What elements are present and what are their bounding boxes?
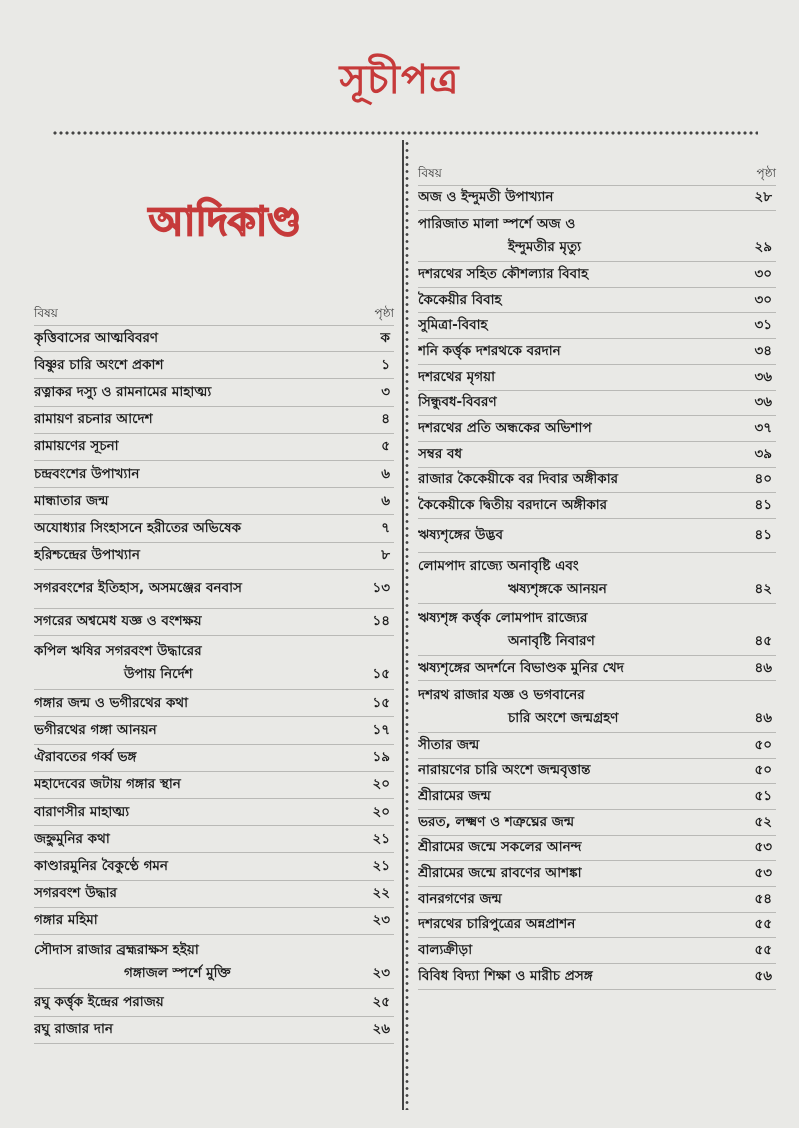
toc-entry: [34, 826, 394, 853]
toc-entry: [418, 861, 776, 887]
toc-entry: [418, 339, 776, 365]
entry-title: দশরথের মৃগয়া: [418, 368, 496, 385]
entry-page: ৩৯: [754, 445, 772, 462]
entry-title: রঘু কর্ত্তৃক ইন্দ্রের পরাজয়: [34, 993, 164, 1010]
entry-title-continued: গঙ্গাজল স্পর্শে মুক্তি: [124, 964, 231, 981]
entry-title: সীতার জন্ম: [418, 736, 480, 753]
entry-title: রাজার কৈকেয়ীকে বর দিবার অঙ্গীকার: [418, 471, 619, 488]
entry-title: মান্ধাতার জন্ম: [34, 492, 109, 509]
entry-title: দশরথ রাজার যজ্ঞ ও ভগবানের: [418, 686, 585, 703]
entry-page: ২১: [372, 857, 390, 874]
entry-page: ৮: [381, 547, 390, 564]
toc-entry: [418, 887, 776, 913]
toc-entry: [34, 352, 394, 379]
toc-entry: [34, 515, 394, 542]
entry-page: ৫৩: [754, 839, 772, 856]
toc-entry: [34, 325, 394, 352]
entry-title: ঋষ্যশৃঙ্গ কর্ত্তৃক লোমপাদ রাজ্যের: [418, 609, 588, 626]
entry-page: ৪১: [754, 497, 772, 514]
toc-entry: [418, 733, 776, 759]
toc-entry: [418, 185, 776, 211]
entry-title: কৃত্তিবাসের আত্মবিবরণ: [34, 330, 159, 347]
toc-entry: [34, 1017, 394, 1044]
toc-entry: [34, 745, 394, 772]
entry-title: সগরবংশের ইতিহাস, অসমঞ্জের বনবাস: [34, 580, 242, 597]
entry-page: ২২: [372, 885, 390, 902]
entry-title: লোমপাদ রাজ্যে অনাবৃষ্টি এবং: [418, 558, 579, 575]
entry-page: ৫৪: [754, 890, 772, 907]
entry-title: জহ্নুমুনির কথা: [34, 830, 110, 847]
toc-entry: [418, 759, 776, 785]
entry-page: ৪৬: [754, 659, 772, 676]
toc-entry: [418, 468, 776, 494]
page-header: পৃষ্ঠা: [374, 306, 394, 320]
entry-title-continued: ইন্দুমতীর মৃত্যু: [508, 238, 582, 255]
entry-page: ৫৬: [754, 967, 772, 984]
entry-title: কাণ্ডারমুনির বৈকুণ্ঠে গমন: [34, 857, 168, 874]
entry-page: ৪১: [754, 526, 772, 543]
entry-page: ৩৭: [754, 420, 772, 437]
entry-page: ৩: [381, 383, 390, 400]
toc-entry: [418, 656, 776, 682]
entry-page: ১৫: [372, 694, 390, 711]
toc-entry: [34, 379, 394, 406]
ornament-border: [52, 128, 758, 138]
entry-title: শ্রীরামের জন্ম: [418, 788, 491, 805]
entry-title: ভরত, লক্ষ্মণ ও শত্রুঘ্নের জন্ম: [418, 813, 575, 830]
entry-title: দশরথের চারিপুত্রের অন্নপ্রাশন: [418, 916, 576, 933]
entry-page: ৫৩: [754, 865, 772, 882]
toc-entry: [34, 881, 394, 908]
toc-entry: [34, 488, 394, 515]
entry-title: দশরথের সহিত কৌশল্যার বিবাহ: [418, 265, 589, 282]
toc-entry: [418, 938, 776, 964]
toc-entry: [418, 416, 776, 442]
entry-title: হরিশ্চন্দ্রের উপাখ্যান: [34, 547, 140, 564]
entry-page: ৩৬: [754, 368, 772, 385]
entry-title: গঙ্গার জন্ম ও ভগীরথের কথা: [34, 694, 189, 711]
toc-entry: [34, 799, 394, 826]
entry-page: ৪৫: [754, 632, 772, 649]
toc-entry: [34, 772, 394, 799]
entry-title: চন্দ্রবংশের উপাখ্যান: [34, 465, 140, 482]
subject-header: বিষয়: [418, 166, 442, 180]
entry-page: ৫২: [754, 813, 772, 830]
entry-title: বাল্যক্রীড়া: [418, 942, 473, 959]
toc-entry: [418, 493, 776, 519]
entry-page: ২৫: [372, 993, 390, 1010]
entry-page: ২৮: [754, 189, 772, 206]
toc-entry: [418, 784, 776, 810]
toc-entry: [34, 461, 394, 488]
entry-title: ঐরাবতের গর্ব্ব ভঙ্গ: [34, 749, 137, 766]
entry-title: অজ ও ইন্দুমতী উপাখ্যান: [418, 189, 554, 206]
entry-page: ৫৫: [754, 942, 772, 959]
entry-title: বিষ্ণুর চারি অংশে প্রকাশ: [34, 356, 164, 373]
toc-entry: [34, 543, 394, 570]
entry-title: সুমিত্রা-বিবাহ: [418, 317, 488, 334]
entry-page: ৬: [381, 465, 390, 482]
entry-title: শনি কর্ত্তৃক দশরথকে বরদান: [418, 342, 561, 359]
entry-title: রঘু রাজার দান: [34, 1021, 113, 1038]
entry-page: ৫০: [754, 736, 772, 753]
entry-title: পারিজাত মালা স্পর্শে অজ ও: [418, 215, 576, 232]
entry-page: ৬: [381, 492, 390, 509]
entry-title-continued: ঋষ্যশৃঙ্গকে আনয়ন: [508, 581, 607, 598]
entry-title: ঋষ্যশৃঙ্গের উদ্ভব: [418, 526, 503, 543]
entry-title-continued: অনাবৃষ্টি নিবারণ: [508, 632, 595, 649]
toc-entry: [34, 407, 394, 434]
subject-header: বিষয়: [34, 306, 58, 320]
toc-entry: [34, 609, 394, 636]
entry-title: কৈকেয়ীকে দ্বিতীয় বরদানে অঙ্গীকার: [418, 497, 608, 514]
toc-entry: [34, 434, 394, 461]
entry-title: গঙ্গার মহিমা: [34, 912, 98, 929]
entry-title: সিন্ধুবধ-বিবরণ: [418, 394, 497, 411]
entry-page: ৩৪: [754, 342, 772, 359]
entry-page: ৪০: [754, 471, 772, 488]
toc-entry: [34, 908, 394, 935]
entry-title-continued: উপায় নির্দেশ: [124, 665, 193, 682]
entry-title: সগরের অশ্বমেধ যজ্ঞ ও বংশক্ষয়: [34, 613, 202, 630]
entry-page: ৩০: [754, 291, 772, 308]
toc-entry: [34, 935, 394, 989]
entry-page: ৫১: [754, 788, 772, 805]
entry-page: ২০: [372, 803, 390, 820]
toc-entry: [418, 964, 776, 990]
entry-page: ১৩: [372, 580, 390, 597]
entry-page: ক: [380, 330, 390, 347]
section-title: আদিকাণ্ড: [148, 198, 302, 245]
toc-entry: [34, 717, 394, 744]
entry-title: সম্বর বধ: [418, 445, 463, 462]
toc-entry: [418, 365, 776, 391]
entry-page: ১৯: [372, 749, 390, 766]
toc-entry: [418, 913, 776, 939]
toc-entry: [34, 853, 394, 880]
page-header: পৃষ্ঠা: [756, 166, 776, 180]
toc-entry: [418, 288, 776, 314]
entry-title: দশরথের প্রতি অন্ধকের অভিশাপ: [418, 420, 592, 437]
entry-page: ৩৬: [754, 394, 772, 411]
entry-title: বানরগণের জন্ম: [418, 890, 502, 907]
entry-title: বারাণসীর মাহাত্ম্য: [34, 803, 130, 820]
entry-page: ৩০: [754, 265, 772, 282]
toc-entry: [418, 313, 776, 339]
toc-entry: [418, 810, 776, 836]
entry-page: ৫০: [754, 762, 772, 779]
entry-title: সৌদাস রাজার ব্রহ্মরাক্ষস হইয়া: [34, 941, 199, 958]
right-column: [418, 163, 776, 990]
entry-page: ৪২: [754, 581, 772, 598]
toc-entry: [34, 690, 394, 717]
entry-page: ৫৫: [754, 916, 772, 933]
left-column-header: [34, 303, 394, 325]
toc-entry: [418, 391, 776, 417]
entry-page: ২০: [372, 776, 390, 793]
entry-page: ৩১: [754, 317, 772, 334]
entry-title: সগরবংশ উদ্ধার: [34, 885, 117, 902]
entry-page: ২৯: [754, 238, 772, 255]
entry-title: কৈকেয়ীর বিবাহ: [418, 291, 502, 308]
toc-entry: [418, 442, 776, 468]
toc-entry: [418, 681, 776, 732]
entry-page: ২৩: [372, 964, 390, 981]
right-column-header: [418, 163, 776, 185]
toc-entry: [418, 211, 776, 262]
entry-title: নারায়ণের চারি অংশে জন্মবৃত্তান্ত: [418, 762, 591, 779]
entry-page: ১৫: [372, 665, 390, 682]
entry-title: বিবিধ বিদ্যা শিক্ষা ও মারীচ প্রসঙ্গ: [418, 967, 593, 984]
entry-page: ১৪: [372, 613, 390, 630]
entry-page: ২১: [372, 830, 390, 847]
entry-page: ২৬: [372, 1021, 390, 1038]
entry-title: শ্রীরামের জন্মে রাবণের আশঙ্কা: [418, 865, 582, 882]
toc-entry: [418, 553, 776, 604]
toc-entry: [418, 519, 776, 553]
entry-page: ৪: [381, 411, 390, 428]
left-column: [34, 303, 394, 1044]
toc-entry: [34, 636, 394, 690]
entry-page: ১: [381, 356, 390, 373]
entry-title: ভগীরথের গঙ্গা আনয়ন: [34, 722, 157, 739]
entry-title: রামায়ণ রচনার আদেশ: [34, 411, 153, 428]
entry-page: ১৭: [372, 722, 390, 739]
entry-page: ২৩: [372, 912, 390, 929]
column-divider: [402, 140, 410, 1110]
page-title: সূচীপত্র: [339, 56, 460, 103]
entry-title: কপিল ঋষির সগরবংশ উদ্ধারের: [34, 642, 202, 659]
toc-entry: [418, 836, 776, 862]
entry-page: ৪৬: [754, 709, 772, 726]
toc-entry: [418, 262, 776, 288]
entry-page: ৫: [381, 438, 390, 455]
toc-entry: [34, 570, 394, 609]
toc-entry: [34, 989, 394, 1016]
entry-title: শ্রীরামের জন্মে সকলের আনন্দ: [418, 839, 582, 856]
entry-title-continued: চারি অংশে জন্মগ্রহণ: [508, 709, 619, 726]
entry-title: রামায়ণের সূচনা: [34, 438, 119, 455]
entry-title: ঋষ্যশৃঙ্গের অদর্শনে বিভাণ্ডক মুনির খেদ: [418, 659, 624, 676]
entry-title: রত্নাকর দস্যু ও রামনামের মাহাত্ম্য: [34, 383, 212, 400]
entry-page: ৭: [381, 519, 390, 536]
entry-title: অযোধ্যার সিংহাসনে হরীতের অভিষেক: [34, 519, 242, 536]
toc-entry: [418, 604, 776, 655]
entry-title: মহাদেবের জটায় গঙ্গার স্থান: [34, 776, 181, 793]
